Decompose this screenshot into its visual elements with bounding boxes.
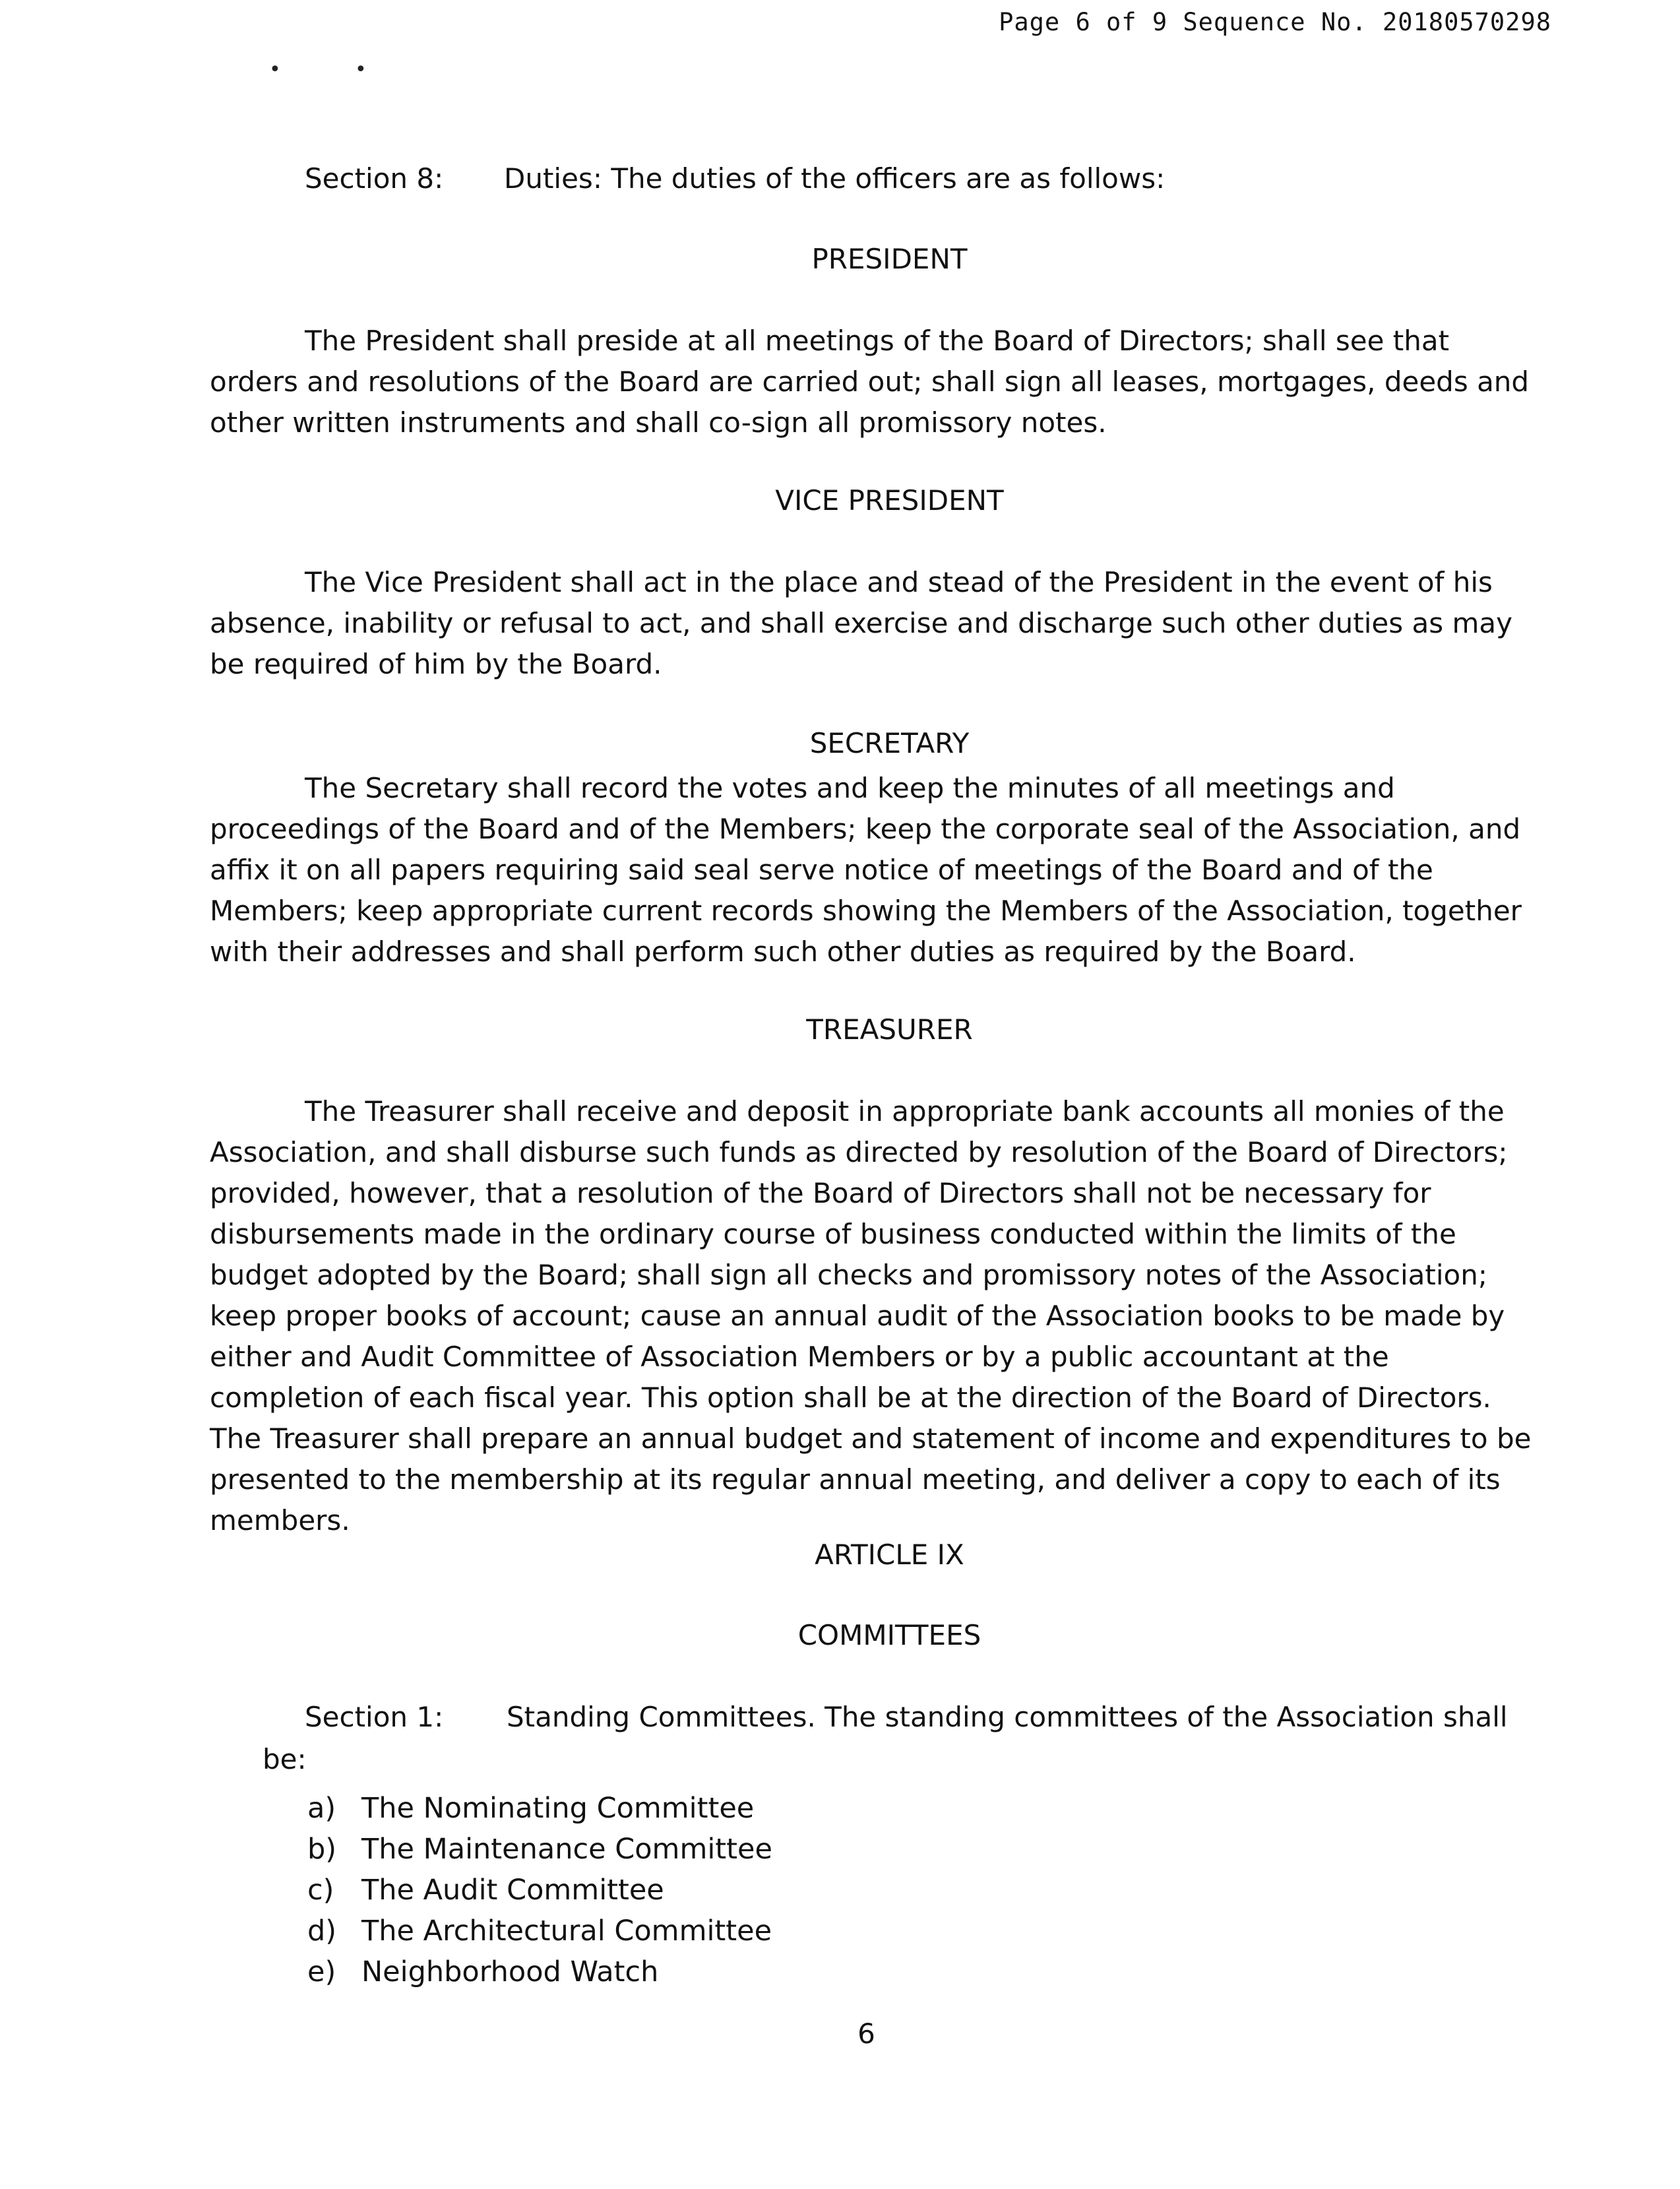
list-marker: a) [307,1792,336,1825]
article-title-text: COMMITTEES [797,1619,981,1651]
secretary-paragraph: The Secretary shall record the votes and keep the minutes of all meetings and proceedings of the Board and of the Members; keep the corporate seal of the Association, and affix it on all papers requiring said seal serve notice of meetings of the Board and of the Members; keep appropriate current records showing the Members of the Association, together with their addresses and shall perform such other duties as required by the Board. [210,772,1522,968]
committee-name: Neighborhood Watch [361,1955,659,1988]
page-sequence-header: Page 6 of 9 Sequence No. 20180570298 [999,8,1551,36]
list-marker: e) [307,1955,336,1988]
heading-treasurer-text: TREASURER [806,1013,973,1046]
article-number [0,1539,1680,1571]
vice-president-paragraph: The Vice President shall act in the place and stead of the President in the event of his absence, inability or refusal to act, and shall exercise and discharge such other duties as may be required of him by the Board. [210,566,1512,680]
article-number-text: ARTICLE IX [815,1539,964,1571]
section-8-text: Duties: The duties of the officers are as follows: [504,162,1166,195]
committee-name: The Nominating Committee [361,1792,755,1825]
list-item [307,1951,772,1992]
section-1-text: Standing Committees. The standing committees of the Association shall [507,1701,1508,1733]
section-1-label: Section 1: [305,1701,444,1733]
page-number-text: 6 [857,2017,875,2050]
president-paragraph: The President shall preside at all meetings of the Board of Directors; shall see that orders and resolutions of the Board are carried out; shall sign all leases, mortgages, deeds and other written instruments and shall co-sign all promissory notes. [210,325,1530,439]
list-item [307,1829,772,1870]
document-page: Page 6 of 9 Sequence No. 20180570298 • • Section 8: Duties: The duties of the officers are as follows: PRESIDENT The President shall preside at all meetings of the Board of Directors; shall see that orders and resolutions of the Board are carried out; shall sign all leases, mortgages, deeds and other written instruments and shall co-sign all promissory notes. VICE PRESIDENT The Vice President shall act in the place and stead of the President in the event of his absence, inability or refusal to act, and shall exercise and discharge such other duties as may be required of him by the Board. SECRETARY The Secretary shall record the votes and keep the minutes of all meetings and proceedings of the Board and of the Members; keep the corporate seal of the Association, and affix it on all papers requiring said seal serve notice of meetings of the Board and of the Members; keep appropriate current records showing the Members of the Association, together with their addresses and shall perform such other duties as required by the Board. TREASURER The Treasurer shall receive and deposit in appropriate bank accounts all monies of the Association, and shall disburse such funds as directed by resolution of the Board of Directors; provided, however, that a resolution of the Board of Directors shall not be necessary for disbursements made in the ordinary course of business conducted within the limits of the budget adopted by the Board; shall sign all checks and promissory notes of the Association; keep proper books of account; cause an annual audit of the Association books to be made by either and Audit Committee of Association Members or by a public accountant at the completion of each fiscal year. This option shall be at the direction of the Board of Directors. The Treasurer shall prepare an annual budget and statement of income and expenditures to be presented to the membership at its regular annual meeting, and deliver a copy to each of its members. ARTICLE IX COMMITTEES Section 1: Standing Committees. The standing committees of the Association shall be: a) The Nominating Committee b) The Maintenance Committee c) The Audit Committee d) The Architectural Committee e) Neighborhood Watch 6 [0,0,1680,2189]
committee-name: The Audit Committee [361,1874,664,1907]
list-marker: b) [307,1833,337,1866]
committee-name: The Maintenance Committee [361,1833,772,1866]
heading-president [0,243,1680,275]
heading-vice-president [0,484,1680,517]
list-marker: c) [307,1874,334,1907]
committee-name: The Architectural Committee [361,1915,772,1948]
list-marker: d) [307,1915,337,1948]
section-1-continuation: be: [263,1743,307,1775]
list-item [307,1788,772,1829]
section-8-label: Section 8: [305,162,444,195]
list-item [307,1911,772,1951]
heading-treasurer [0,1013,1680,1046]
treasurer-paragraph: The Treasurer shall receive and deposit in appropriate bank accounts all monies of the Association, and shall disburse such funds as directed by resolution of the Board of Directors; provided, however, that a resolution of the Board of Directors shall not be necessary for disbursements made in the ordinary course of business conducted within the limits of the budget adopted by the Board; shall sign all checks and promissory notes of the Association; keep proper books of account; cause an annual audit of the Association books to be made by either and Audit Committee of Association Members or by a public accountant at the completion of each fiscal year. This option shall be at the direction of the Board of Directors. The Treasurer shall prepare an annual budget and statement of income and expenditures to be presented to the membership at its regular annual meeting, and deliver a copy to each of its members. [210,1095,1532,1537]
heading-vice-president-text: VICE PRESIDENT [775,484,1004,517]
article-title [0,1619,1680,1651]
list-item [307,1870,772,1911]
committee-list [307,1788,772,1992]
heading-secretary [0,727,1680,759]
heading-secretary-text: SECRETARY [809,727,970,759]
heading-president-text: PRESIDENT [811,243,968,275]
page-number [0,2017,1680,2050]
